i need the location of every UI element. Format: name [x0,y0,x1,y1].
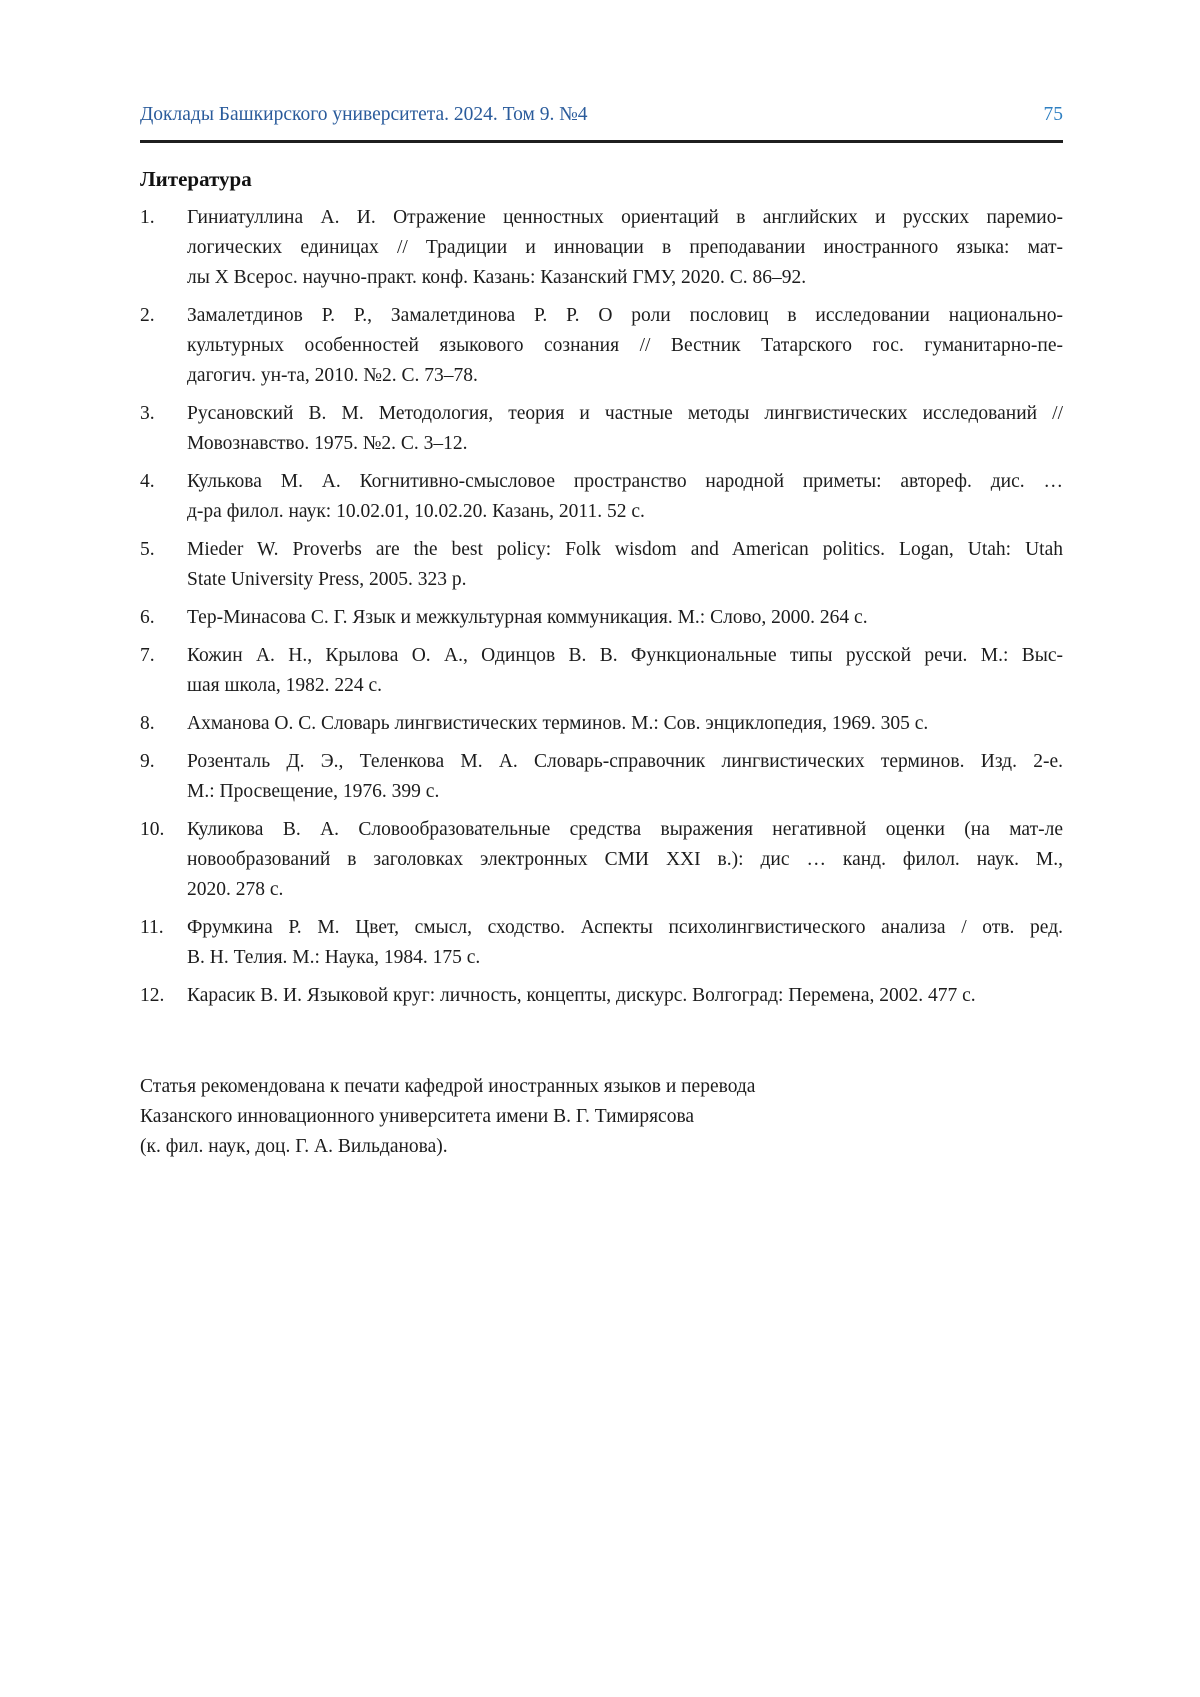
reference-item [140,467,1063,527]
reference-line: Куликова В. А. Словообразовательные средства выражения негативной оценки (на мат-ле [187,819,1063,840]
reference-number: 2. [140,305,155,326]
reference-line: Тер-Минасова С. Г. Язык и межкультурная коммуникация. М.: Слово, 2000. 264 с. [187,607,868,628]
reference-item [140,981,1063,1011]
reference-line: В. Н. Телия. М.: Наука, 1984. 175 с. [187,947,481,968]
reference-line: Замалетдинов Р. Р., Замалетдинова Р. Р. О роли пословиц в исследовании национально- [187,305,1063,326]
recommendation-line: Казанского инновационного университета имени В. Г. Тимирясова [140,1106,695,1127]
reference-line: Розенталь Д. Э., Теленкова М. А. Словарь-справочник лингвистических терминов. Изд. 2-е. [187,751,1063,772]
reference-line: 2020. 278 с. [187,879,284,900]
reference-item [140,399,1063,459]
reference-item [140,603,1063,633]
running-header [140,103,1063,143]
reference-line: Фрумкина Р. М. Цвет, смысл, сходство. Аспекты психолингвистического анализа / отв. ред. [187,917,1063,938]
recommendation-line: Статья рекомендована к печати кафедрой иностранных языков и перевода [140,1076,756,1097]
reference-line: дагогич. ун-та, 2010. №2. С. 73–78. [187,365,478,386]
reference-item [140,535,1063,595]
reference-number: 4. [140,471,155,492]
reference-item [140,815,1063,905]
reference-line: культурных особенностей языкового сознания // Вестник Татарского гос. гуманитарно-пе- [187,335,1063,356]
reference-line: д-ра филол. наук: 10.02.01, 10.02.20. Казань, 2011. 52 с. [187,501,645,522]
reference-line: логических единицах // Традиции и инновации в преподавании иностранного языка: мат- [187,237,1063,258]
reference-line: State University Press, 2005. 323 p. [187,569,467,590]
reference-item [140,913,1063,973]
reference-line: Русановский В. М. Методология, теория и частные методы лингвистических исследований // [187,403,1063,424]
reference-text [187,467,1063,527]
reference-number: 3. [140,403,155,424]
reference-line: Кожин А. Н., Крылова О. А., Одинцов В. В. Функциональные типы русской речи. М.: Выс- [187,645,1063,666]
reference-text [187,301,1063,391]
reference-line: Гиниатуллина А. И. Отражение ценностных ориентаций в английских и русских паремио- [187,207,1063,228]
reference-line: Карасик В. И. Языковой круг: личность, концепты, дискурс. Волгоград: Перемена, 2002. 477 с. [187,985,976,1006]
recommendation-note [140,1072,1063,1162]
reference-item [140,301,1063,391]
reference-item [140,203,1063,293]
reference-number: 5. [140,539,155,560]
reference-text [187,603,1063,633]
reference-text [187,641,1063,701]
reference-number: 8. [140,713,155,734]
reference-text [187,815,1063,905]
page-number: 75 [1043,104,1063,125]
reference-item [140,747,1063,807]
reference-text [187,709,1063,739]
reference-line: Кулькова М. А. Когнитивно-смысловое пространство народной приметы: автореф. дис. … [187,471,1063,492]
reference-line: М.: Просвещение, 1976. 399 с. [187,781,440,802]
reference-number: 1. [140,207,155,228]
journal-title: Доклады Башкирского университета. 2024. Том 9. №4 [140,104,588,125]
reference-line: Ахманова О. С. Словарь лингвистических терминов. М.: Сов. энциклопедия, 1969. 305 с. [187,713,929,734]
reference-item [140,641,1063,701]
reference-text [187,203,1063,293]
reference-item [140,709,1063,739]
reference-line: шая школа, 1982. 224 с. [187,675,383,696]
recommendation-line: (к. фил. наук, доц. Г. А. Вильданова). [140,1136,448,1157]
reference-text [187,399,1063,459]
reference-text [187,747,1063,807]
reference-line: новообразований в заголовках электронных СМИ XXI в.): дис … канд. филол. наук. М., [187,849,1063,870]
reference-list [140,203,1063,1011]
reference-number: 11. [140,917,164,938]
section-title: Литература [140,167,252,191]
reference-number: 6. [140,607,155,628]
reference-number: 12. [140,985,165,1006]
reference-text [187,535,1063,595]
reference-text [187,981,1063,1011]
reference-number: 7. [140,645,155,666]
reference-text [187,913,1063,973]
reference-number: 9. [140,751,155,772]
reference-line: Мовознавство. 1975. №2. С. 3–12. [187,433,468,454]
reference-number: 10. [140,819,165,840]
reference-line: Mieder W. Proverbs are the best policy: Folk wisdom and American politics. Logan, Utah: Utah [187,539,1063,560]
reference-line: лы X Всерос. научно-практ. конф. Казань: Казанский ГМУ, 2020. С. 86–92. [187,267,807,288]
